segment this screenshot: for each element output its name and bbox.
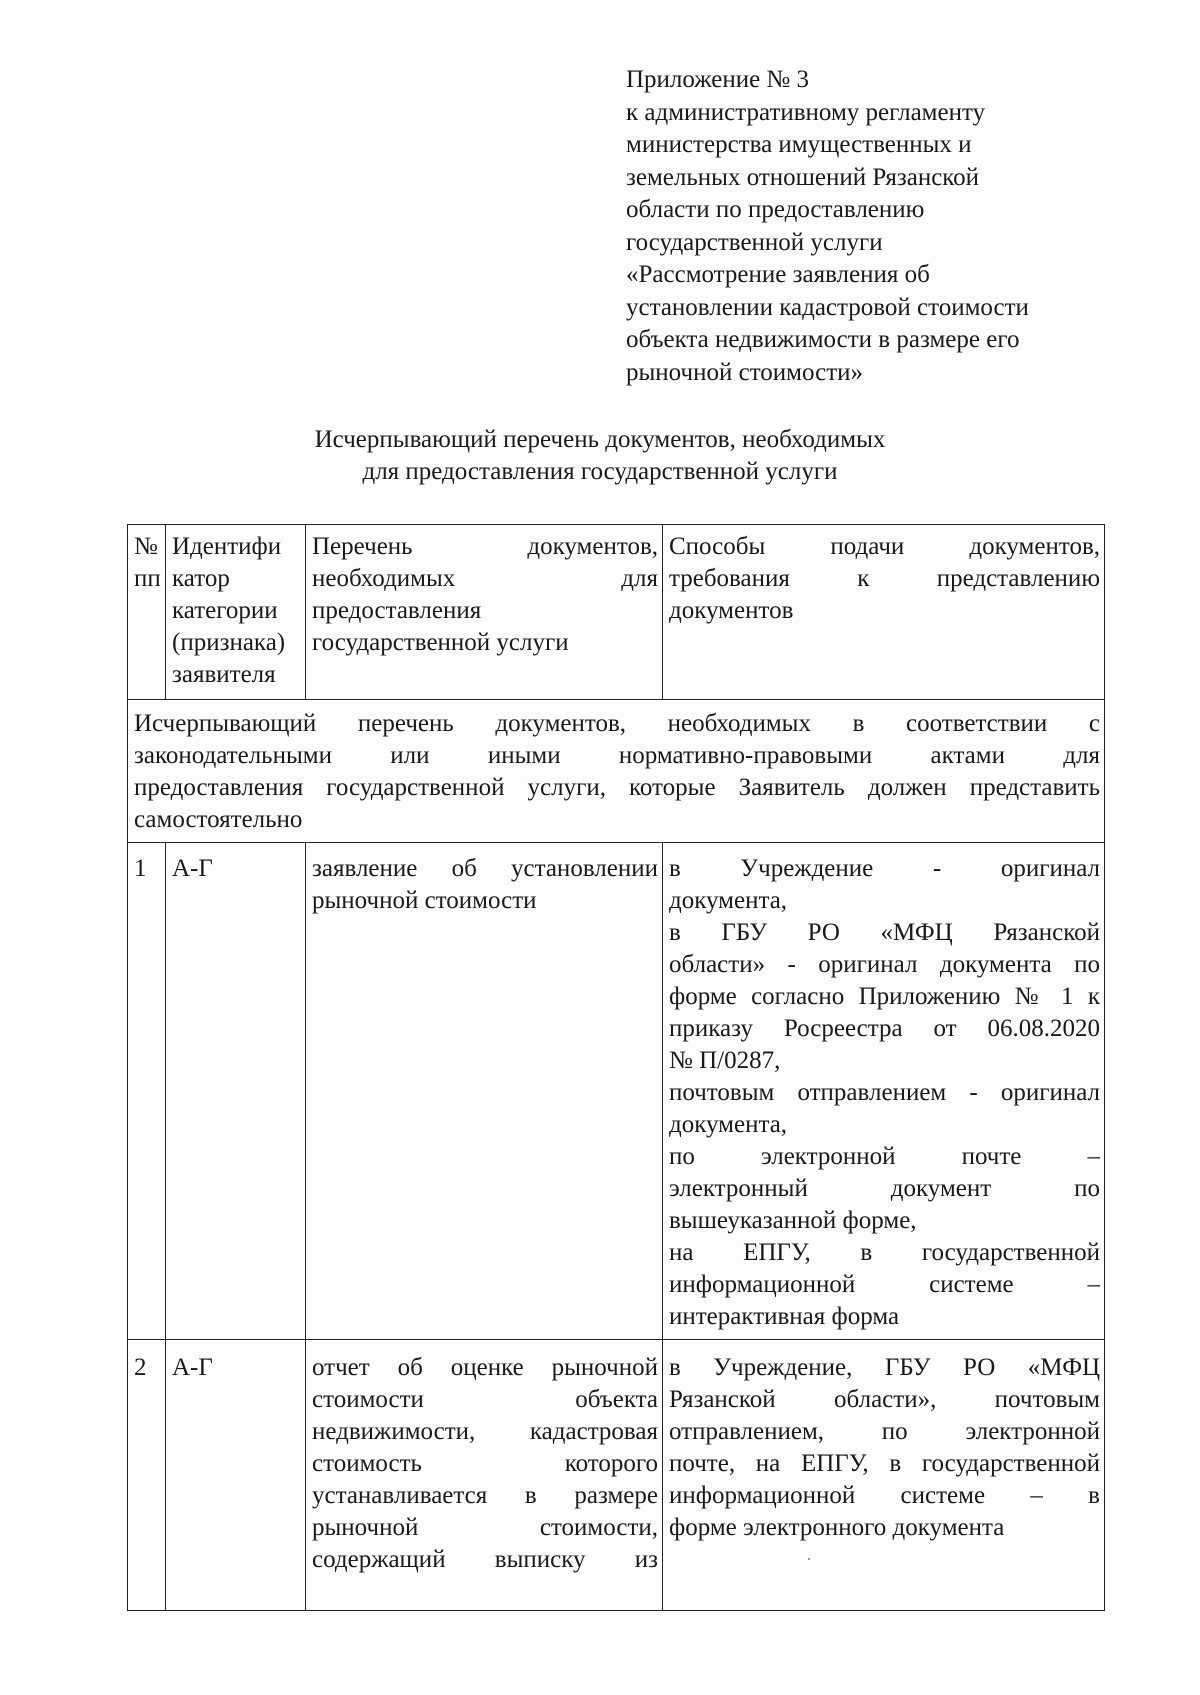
header-document-list: Перечень документов, необходимых для предоставления государственной услуги [306, 525, 663, 700]
title-line: для предоставления государственной услуги [362, 458, 838, 485]
documents-table [127, 524, 1105, 1611]
row-category: А-Г [166, 843, 306, 1340]
table-row [128, 1340, 1105, 1611]
row-document: заявление об установлении рыночной стоимости [306, 843, 663, 1340]
header-number: № пп [128, 525, 166, 700]
appendix-line: области по предоставлению [626, 196, 925, 223]
appendix-line: государственной услуги [626, 228, 883, 256]
document-title [200, 424, 1000, 488]
row-number: 1 [128, 843, 166, 1340]
table-row [128, 843, 1105, 1340]
appendix-line: объекта недвижимости в размере его [626, 326, 1020, 353]
section-heading: Исчерпывающий перечень документов, необходимых в соответствии с законодательными или иными нормативно-правовыми актами для предоставления государственной услуги, которые Заявитель должен представить самостоятельно [128, 700, 1105, 843]
row-category: А-Г [166, 1340, 306, 1611]
scan-speck [808, 1558, 810, 1560]
header-applicant-category: Идентифи катор категории (признака) заявителя [166, 525, 306, 700]
title-line: Исчерпывающий перечень документов, необходимых [314, 426, 886, 453]
appendix-header [626, 64, 1106, 389]
row-document: отчет об оценке рыночной стоимости объекта недвижимости, кадастровая стоимость которого устанавливается в размере рыночной стоимости, содержащий выписку из [306, 1340, 663, 1611]
appendix-line: министерства имущественных и [626, 131, 972, 158]
appendix-line: земельных отношений Рязанской [626, 163, 980, 191]
header-submission-methods: Способы подачи документов, требования к представлению документов [663, 525, 1105, 700]
appendix-line: установлении кадастровой стоимости [626, 293, 1029, 321]
row-number: 2 [128, 1340, 166, 1611]
appendix-line: рыночной стоимости» [626, 358, 864, 386]
row-submission-methods: в Учреждение, ГБУ РО «МФЦ Рязанской области», почтовым отправлением, по электронной почте, на ЕПГУ, в государственной информационной системе – в форме электронного документа [663, 1340, 1105, 1611]
appendix-line: к административному регламенту [626, 98, 986, 126]
table-header-row [128, 525, 1105, 700]
row-submission-methods: в Учреждение - оригинал документа, в ГБУ РО «МФЦ Рязанской области» - оригинал документа по форме согласно Приложению № 1 к приказу Росреестра от 06.08.2020 № П/0287, почтовым отправлением - оригинал документа, по электронной почте – электронный документ по вышеуказанной форме, на ЕПГУ, в государственной информационной системе – интерактивная форма [663, 843, 1105, 1340]
section-row [128, 700, 1105, 843]
appendix-line: Приложение № 3 [626, 66, 810, 93]
appendix-line: «Рассмотрение заявления об [626, 261, 930, 288]
